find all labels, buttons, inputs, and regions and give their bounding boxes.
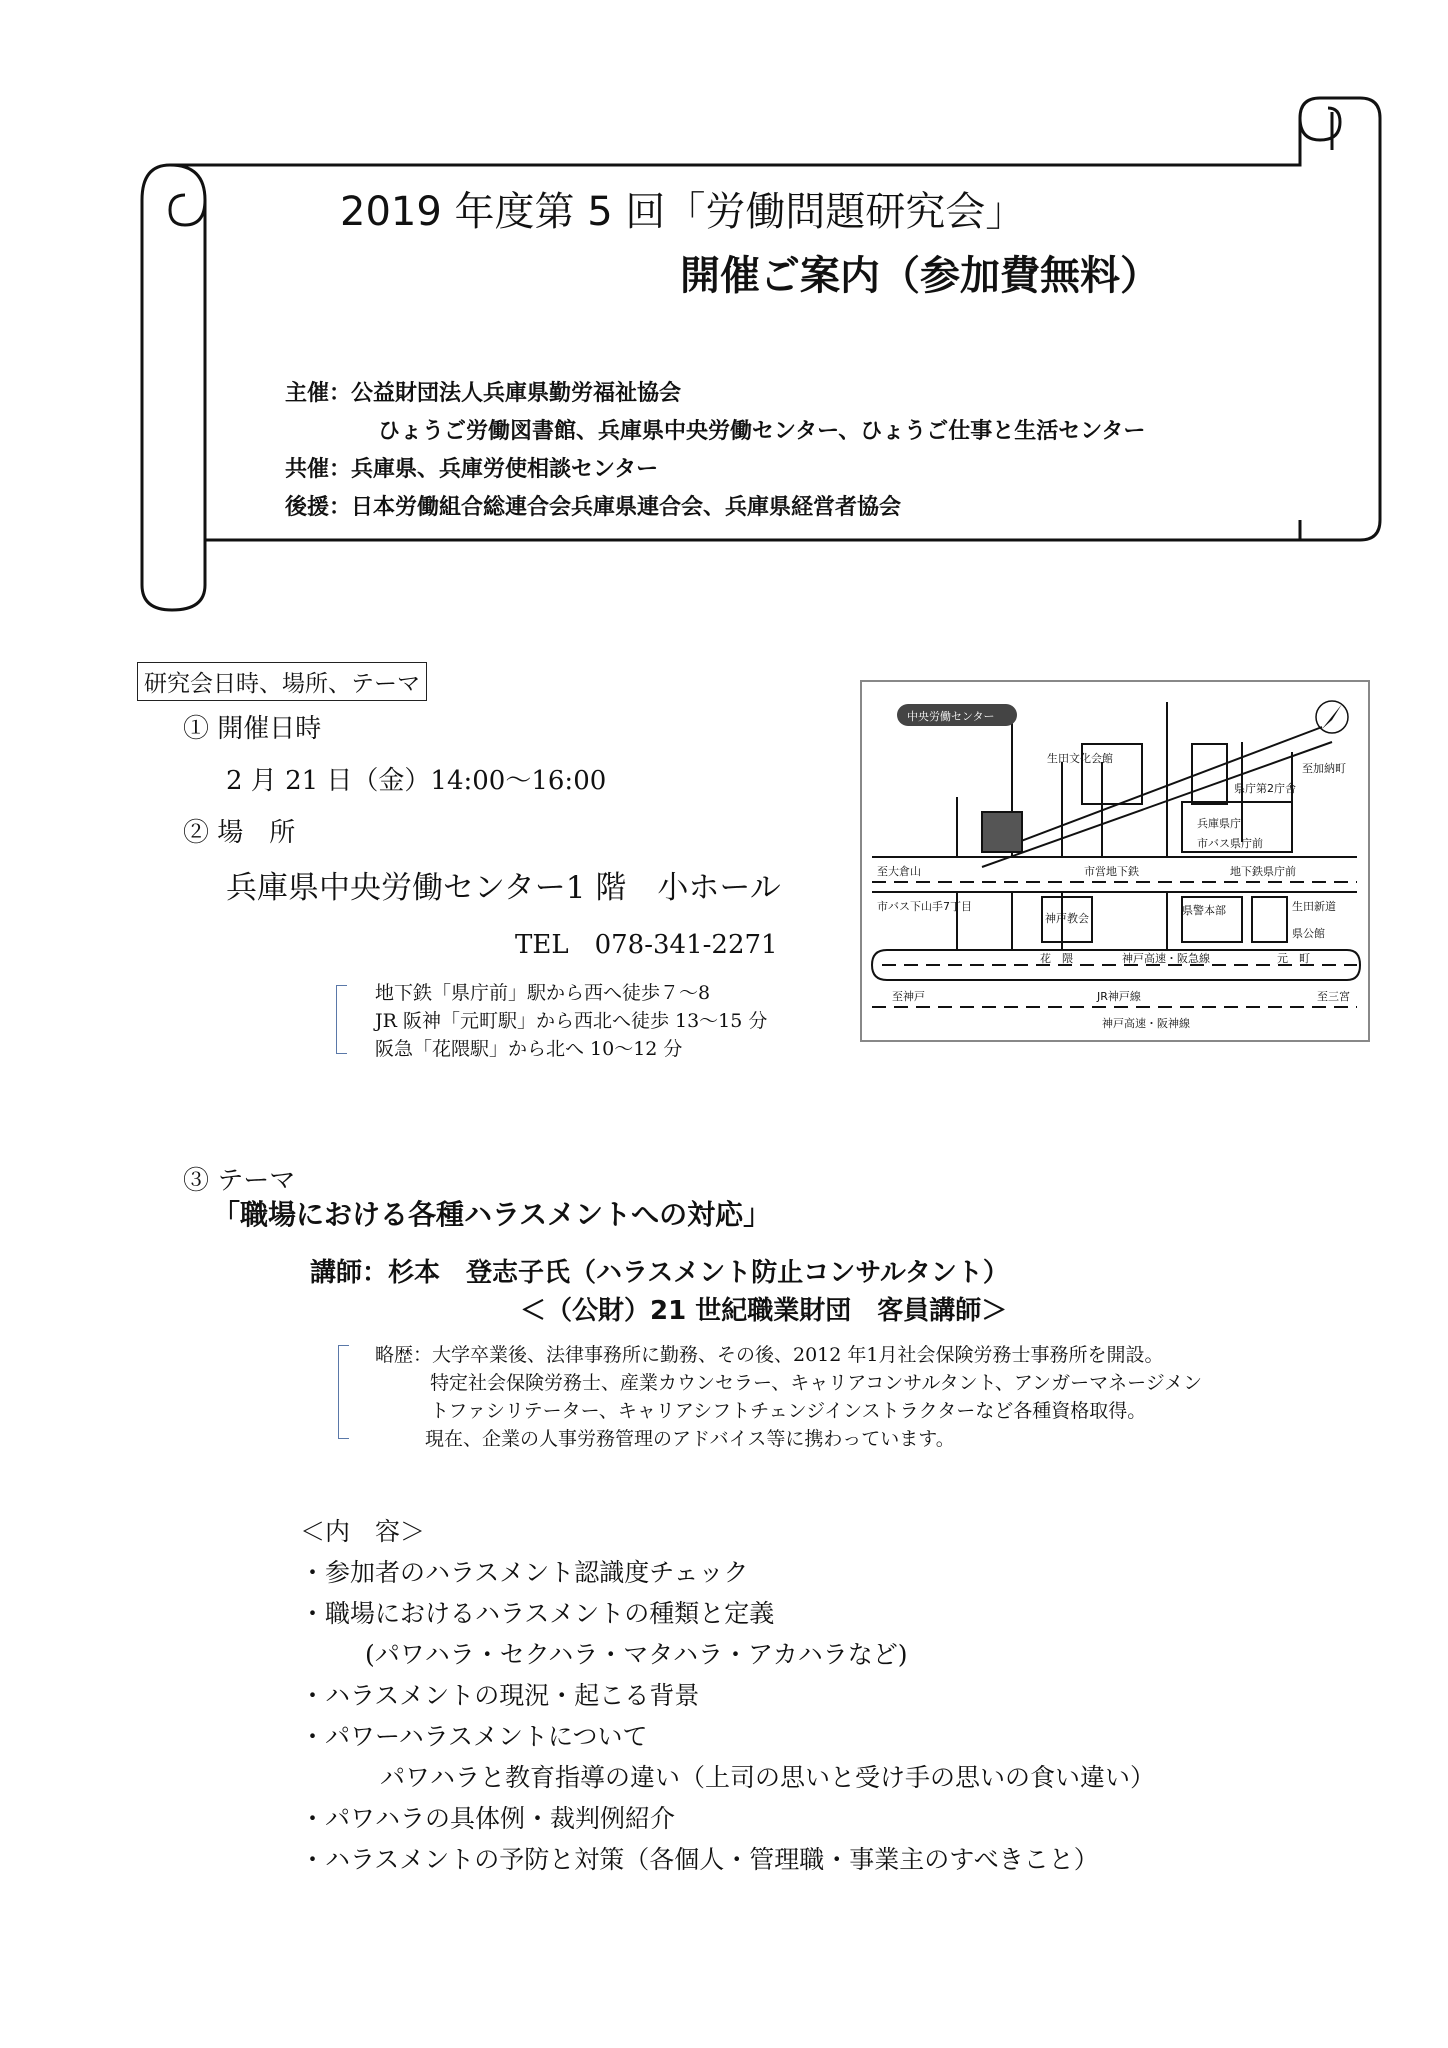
bio-line-3: トファシリテーター、キャリアシフトチェンジインストラクターなど各種資格取得。 bbox=[430, 1400, 1147, 1422]
map-jr-kobe: JR神戸線 bbox=[1097, 990, 1141, 1003]
bio-line-4: 現在、企業の人事労務管理のアドバイス等に携わっています。 bbox=[425, 1428, 955, 1450]
content-item-1: ・参加者のハラスメント認識度チェック bbox=[300, 1558, 749, 1587]
map-kobe-kosoku-hanshin: 神戸高速・阪神線 bbox=[1102, 1017, 1190, 1030]
lecturer: 講師：杉本 登志子氏（ハラスメント防止コンサルタント） bbox=[310, 1258, 1009, 1288]
content-item-2-sub: (パワハラ・セクハラ・マタハラ・アカハラなど) bbox=[365, 1640, 908, 1669]
content-item-6: ・ハラスメントの予防と対策（各個人・管理職・事業主のすべきこと） bbox=[300, 1845, 1099, 1874]
map-hyogo-kencho: 兵庫県庁 bbox=[1197, 817, 1241, 830]
contents-heading: ＜内 容＞ bbox=[300, 1517, 426, 1546]
access-line-2: JR 阪神「元町駅」から西北へ徒歩 13～15 分 bbox=[375, 1010, 768, 1032]
bio-line-1: 略歴：大学卒業後、法律事務所に勤務、その後、2012 年1月社会保険労務士事務所を開設。 bbox=[375, 1344, 1164, 1366]
access-line-1: 地下鉄「県庁前」駅から西へ徒歩７～8 bbox=[375, 982, 711, 1004]
map-chikatetsu-kenchomae: 地下鉄県庁前 bbox=[1230, 865, 1296, 878]
cosponsor: 共催：兵庫県、兵庫労使相談センター bbox=[285, 457, 659, 482]
north-arrow-icon bbox=[1316, 701, 1348, 733]
map-kakogawa: 至加納町 bbox=[1302, 762, 1346, 775]
scroll-banner bbox=[0, 0, 1448, 620]
item1-label: ① 開催日時 bbox=[183, 714, 322, 744]
content-item-4-sub: パワハラと教育指導の違い（上司の思いと受け手の思いの食い違い） bbox=[380, 1763, 1156, 1792]
map-motomachi: 元 町 bbox=[1277, 952, 1310, 965]
section-heading: 研究会日時、場所、テーマ bbox=[137, 662, 427, 701]
map-bus-kencho: 市バス県庁前 bbox=[1197, 837, 1263, 850]
map-hanakuma: 花 隈 bbox=[1040, 952, 1073, 965]
content-item-3: ・ハラスメントの現況・起こる背景 bbox=[300, 1681, 700, 1710]
access-bracket bbox=[336, 985, 347, 1054]
map-kobe-kosoku-hankyu: 神戸高速・阪急線 bbox=[1122, 952, 1210, 965]
organizer-name: 公益財団法人兵庫県勤労福祉協会 bbox=[351, 381, 682, 406]
map-shiei-chikatetsu: 市営地下鉄 bbox=[1084, 865, 1139, 878]
organizer-line1 bbox=[285, 376, 681, 407]
map-drawing bbox=[862, 682, 1368, 1040]
map-keisatsu: 県警本部 bbox=[1182, 904, 1226, 917]
content-item-5: ・パワハラの具体例・裁判例紹介 bbox=[300, 1804, 676, 1833]
access-map bbox=[860, 680, 1370, 1042]
map-ikuta-bunka: 生田文化会館 bbox=[1047, 752, 1113, 765]
support: 後援：日本労働組合総連合会兵庫県連合会、兵庫県経営者協会 bbox=[285, 495, 902, 520]
venue-tel: TEL 078-341-2271 bbox=[515, 930, 778, 960]
map-kobe-church: 神戸教会 bbox=[1045, 912, 1089, 925]
map-to-kobe: 至神戸 bbox=[892, 990, 925, 1003]
venue: 兵庫県中央労働センター1 階 小ホール bbox=[226, 870, 781, 906]
map-kenkoukan: 県公館 bbox=[1292, 927, 1325, 940]
map-daikaizan: 至大倉山 bbox=[877, 865, 921, 878]
content-item-4: ・パワーハラスメントについて bbox=[300, 1722, 648, 1751]
page-title: 2019 年度第 5 回「労働問題研究会」 bbox=[340, 189, 1026, 235]
lecturer-affiliation: ＜（公財）21 世紀職業財団 客員講師＞ bbox=[520, 1296, 1008, 1326]
map-kencho2: 県庁第2庁舎 bbox=[1234, 782, 1296, 795]
map-to-sannomiya: 至三宮 bbox=[1317, 990, 1350, 1003]
theme-title: 「職場における各種ハラスメントへの対応」 bbox=[212, 1198, 772, 1231]
map-center-label: 中央労働センター bbox=[907, 710, 995, 723]
bio-line-2: 特定社会保険労務士、産業カウンセラー、キャリアコンサルタント、アンガーマネージメン bbox=[430, 1372, 1203, 1394]
item3-label: ③ テーマ bbox=[183, 1166, 296, 1196]
map-bus-shimoyamate: 市バス下山手7丁目 bbox=[877, 900, 972, 913]
organizer-label: 主催： bbox=[285, 381, 352, 406]
event-datetime: 2 月 21 日（金）14:00～16:00 bbox=[226, 766, 607, 796]
map-ikuta-shindo: 生田新道 bbox=[1292, 900, 1336, 913]
bio-bracket bbox=[338, 1345, 349, 1439]
content-item-2: ・職場におけるハラスメントの種類と定義 bbox=[300, 1599, 775, 1628]
page-subtitle: 開催ご案内（参加費無料） bbox=[680, 253, 1160, 299]
item2-label: ② 場 所 bbox=[183, 818, 296, 848]
access-line-3: 阪急「花隈駅」から北へ 10～12 分 bbox=[375, 1038, 683, 1060]
organizer-line2: ひょうご労働図書館、兵庫県中央労働センター、ひょうご仕事と生活センター bbox=[378, 419, 1146, 444]
